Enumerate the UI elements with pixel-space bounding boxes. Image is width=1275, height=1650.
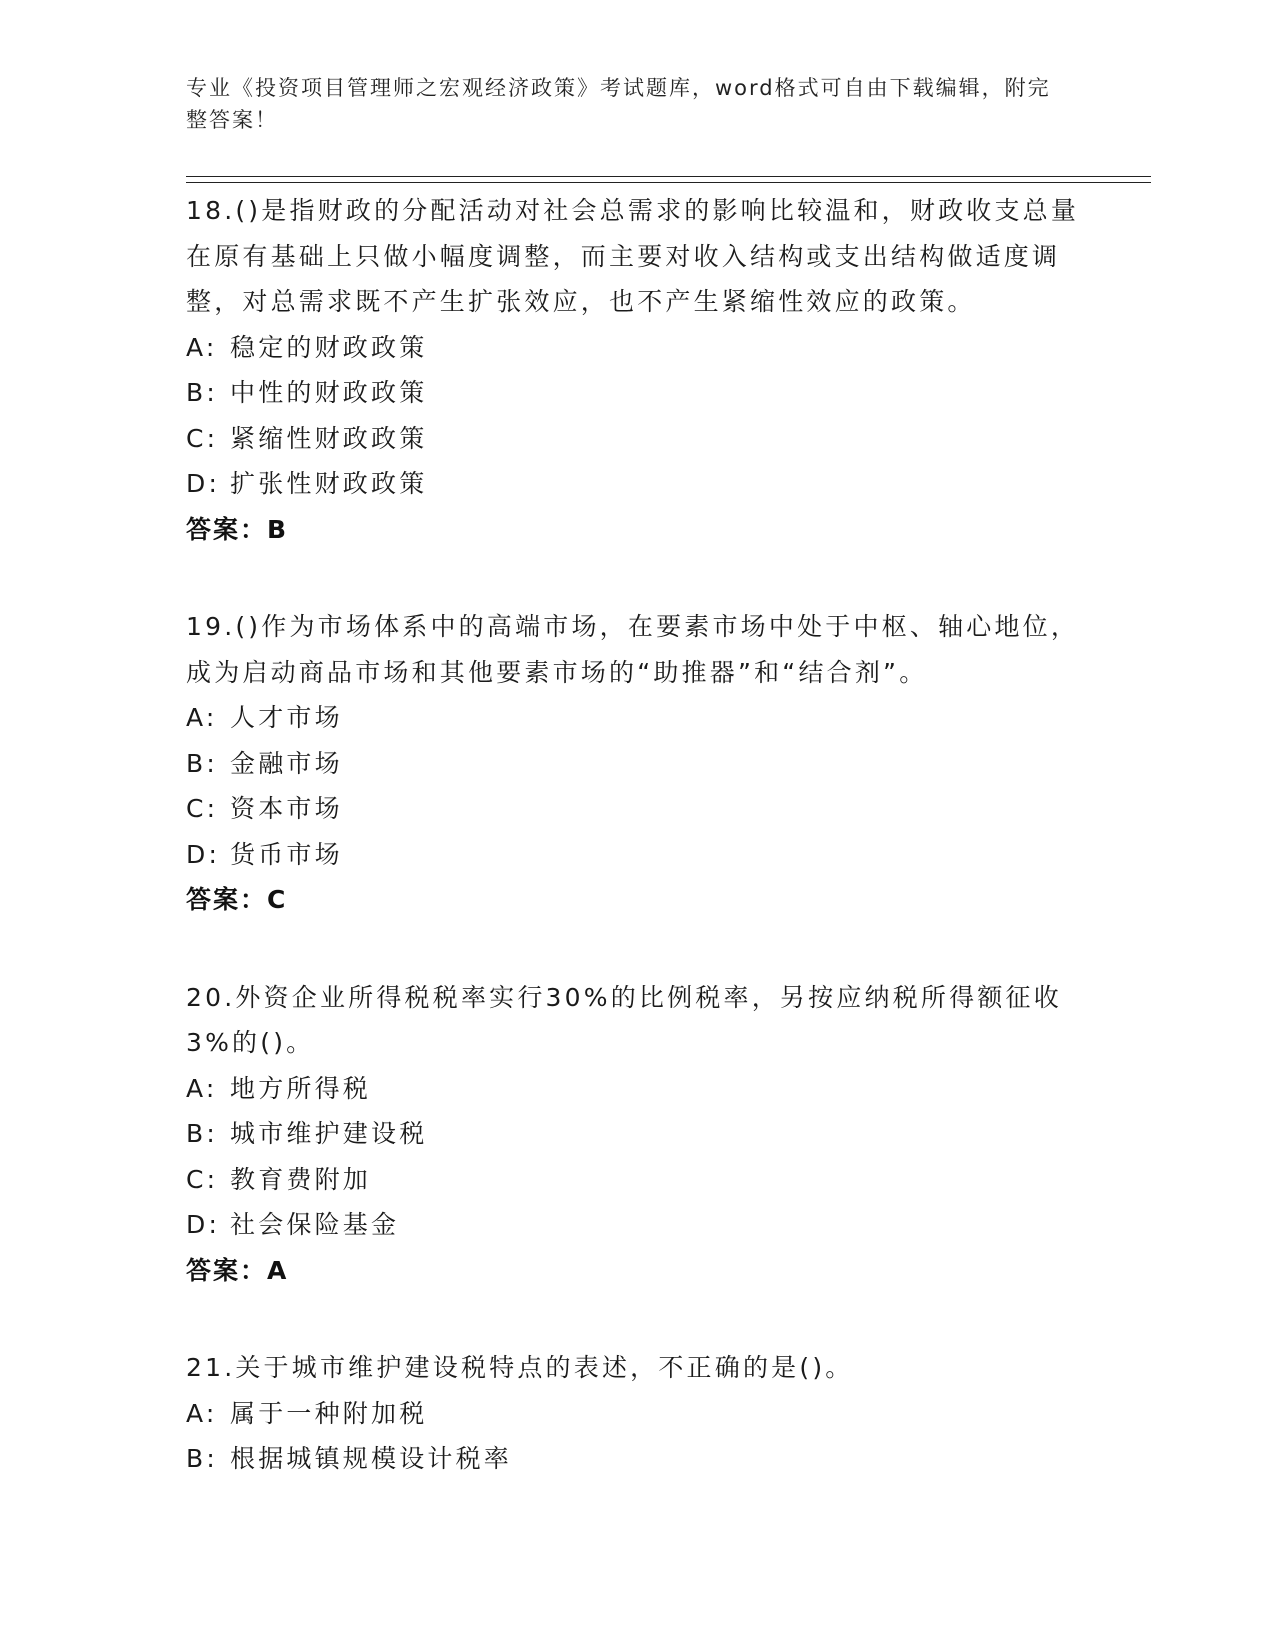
option-b xyxy=(186,370,1086,416)
option-b xyxy=(186,1111,1086,1157)
question-19 xyxy=(186,604,1086,923)
option-letter: C: xyxy=(186,794,219,823)
option-letter: C: xyxy=(186,423,219,453)
option-text: 中性的财政政策 xyxy=(230,378,428,407)
option-letter: C: xyxy=(186,1164,219,1194)
option-letter: B: xyxy=(186,1444,218,1473)
option-text: 稳定的财政政策 xyxy=(230,332,428,362)
option-text: 紧缩性财政政策 xyxy=(230,423,428,453)
option-text: 社会保险基金 xyxy=(230,1210,400,1239)
option-letter: A: xyxy=(186,703,218,732)
option-text: 货币市场 xyxy=(230,839,343,869)
option-c xyxy=(186,1157,1086,1203)
option-text: 根据城镇规模设计税率 xyxy=(230,1444,513,1473)
option-text: 地方所得税 xyxy=(230,1073,372,1103)
option-letter: B: xyxy=(186,378,218,407)
option-letter: B: xyxy=(186,748,218,778)
option-text: 资本市场 xyxy=(230,794,343,823)
option-letter: D: xyxy=(186,839,221,869)
question-list xyxy=(186,188,1086,1534)
question-stem: 20.外资企业所得税税率实行30%的比例税率，另按应纳税所得额征收3%的()。 xyxy=(186,982,1062,1057)
option-text: 城市维护建设税 xyxy=(230,1119,428,1148)
question-21 xyxy=(186,1345,1086,1482)
option-letter: A: xyxy=(186,1073,218,1103)
answer-line: 答案：B xyxy=(186,514,289,544)
option-letter: D: xyxy=(186,1210,221,1239)
option-text: 人才市场 xyxy=(230,703,343,732)
option-letter: A: xyxy=(186,332,218,362)
header-divider xyxy=(186,176,1151,183)
option-c xyxy=(186,416,1086,462)
option-d xyxy=(186,832,1086,878)
option-a xyxy=(186,1066,1086,1112)
option-a xyxy=(186,695,1086,741)
option-c xyxy=(186,786,1086,832)
option-b xyxy=(186,1436,1086,1482)
option-a xyxy=(186,325,1086,371)
question-20 xyxy=(186,975,1086,1294)
answer-line: 答案：C xyxy=(186,885,288,914)
option-a xyxy=(186,1391,1086,1437)
option-text: 属于一种附加税 xyxy=(230,1398,428,1428)
option-letter: B: xyxy=(186,1119,218,1148)
option-b xyxy=(186,741,1086,787)
question-18 xyxy=(186,188,1086,552)
question-stem: 18.()是指财政的分配活动对社会总需求的影响比较温和，财政收支总量在原有基础上只做小幅度调整，而主要对收入结构或支出结构做适度调整，对总需求既不产生扩张效应，也不产生紧缩性效应的政策。 xyxy=(186,196,1080,316)
option-letter: D: xyxy=(186,469,221,498)
document-header: 专业《投资项目管理师之宏观经济政策》考试题库，word格式可自由下载编辑，附完整答案！ xyxy=(186,76,1051,132)
option-text: 扩张性财政政策 xyxy=(230,469,428,498)
option-text: 金融市场 xyxy=(230,748,343,778)
question-stem: 21.关于城市维护建设税特点的表述，不正确的是()。 xyxy=(186,1353,854,1382)
option-letter: A: xyxy=(186,1398,218,1428)
option-d xyxy=(186,1202,1086,1248)
answer-line: 答案：A xyxy=(186,1255,289,1285)
option-d xyxy=(186,461,1086,507)
question-stem: 19.()作为市场体系中的高端市场，在要素市场中处于中枢、轴心地位，成为启动商品市场和其他要素市场的“助推器”和“结合剂”。 xyxy=(186,612,1080,687)
option-text: 教育费附加 xyxy=(230,1164,372,1194)
